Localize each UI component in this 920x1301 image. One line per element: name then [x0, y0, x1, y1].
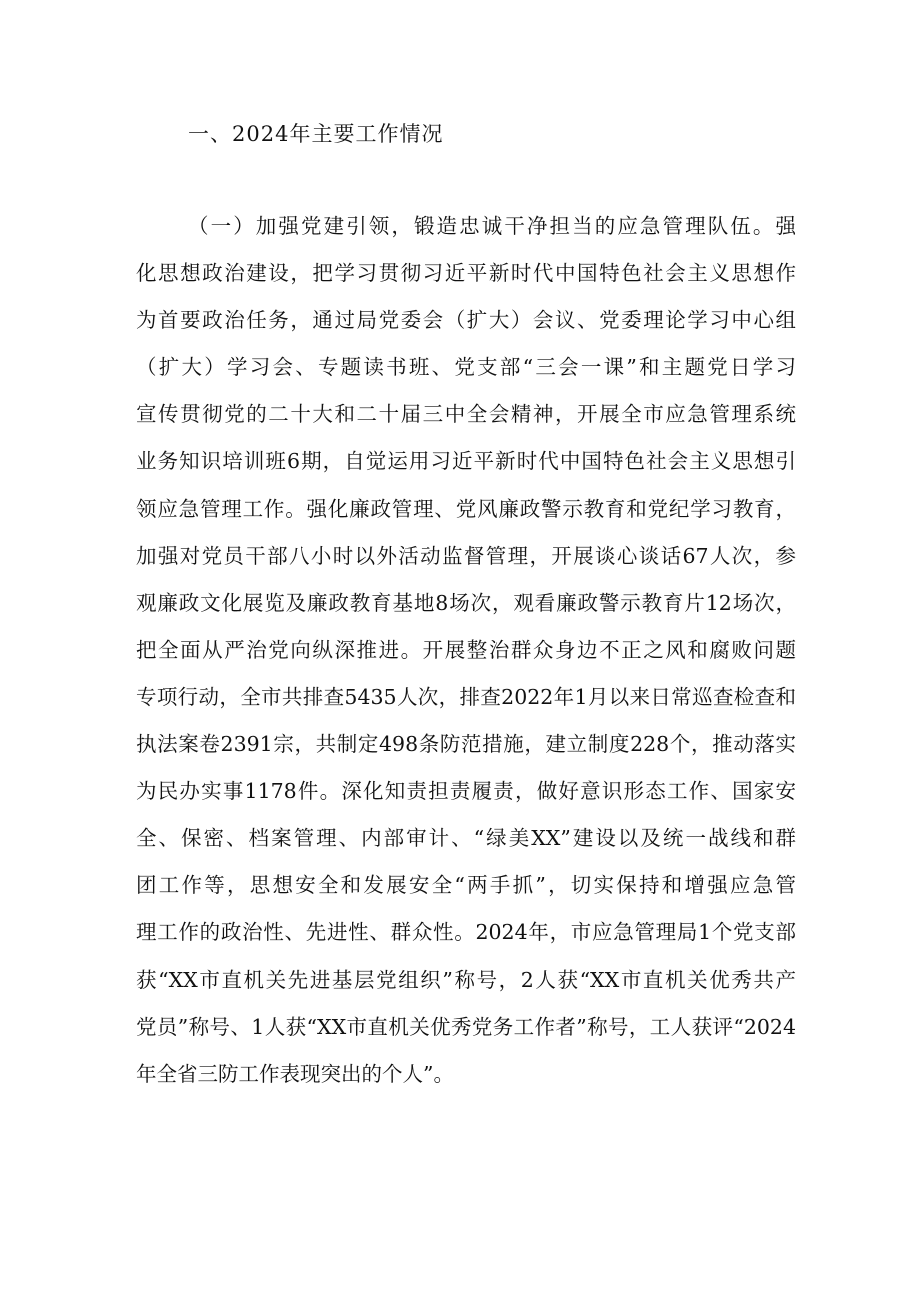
paragraph-line: 年全省三防工作表现突出的个人”。	[136, 1061, 454, 1086]
paragraph-line: 为首要政治任务，通过局党委会（扩大）会议、党委理论学习中心组	[136, 308, 796, 333]
paragraph-line: 全、保密、档案管理、内部审计、“绿美XX”建设以及统一战线和群	[136, 826, 796, 851]
paragraph-line: （一）加强党建引领，锻造忠诚干净担当的应急管理队伍。强	[188, 214, 796, 238]
paragraph-line: 执法案卷2391宗，共制定498条防范措施，建立制度228个，推动落实	[136, 732, 796, 757]
paragraph-line: 化思想政治建设，把学习贯彻习近平新时代中国特色社会主义思想作	[136, 261, 796, 286]
paragraph-line: 领应急管理工作。强化廉政管理、党风廉政警示教育和党纪学习教育，	[136, 496, 796, 521]
paragraph-line: （扩大）学习会、专题读书班、党支部“三会一课”和主题党日学习	[136, 355, 796, 380]
section-heading: 一、2024年主要工作情况	[188, 122, 444, 146]
paragraph-line: 业务知识培训班6期，自觉运用习近平新时代中国特色社会主义思想引	[136, 449, 796, 474]
paragraph-line: 团工作等，思想安全和发展安全“两手抓”，切实保持和增强应急管	[136, 873, 796, 898]
paragraph-line: 获“XX市直机关先进基层党组织”称号，2人获“XX市直机关优秀共产	[136, 967, 796, 992]
paragraph-line: 观廉政文化展览及廉政教育基地8场次，观看廉政警示教育片12场次，	[136, 590, 796, 615]
paragraph-line: 理工作的政治性、先进性、群众性。2024年，市应急管理局1个党支部	[136, 920, 796, 945]
paragraph-line: 专项行动，全市共排查5435人次，排查2022年1月以来日常巡查检查和	[136, 684, 796, 709]
paragraph-line: 宣传贯彻党的二十大和二十届三中全会精神，开展全市应急管理系统	[136, 402, 796, 427]
paragraph-line: 为民办实事1178件。深化知责担责履责，做好意识形态工作、国家安	[136, 779, 796, 804]
body-paragraph	[136, 203, 796, 1098]
paragraph-line: 把全面从严治党向纵深推进。开展整治群众身边不正之风和腐败问题	[136, 637, 796, 662]
paragraph-line: 党员”称号、1人获“XX市直机关优秀党务工作者”称号，工人获评“2024	[136, 1014, 796, 1039]
paragraph-line: 加强对党员干部八小时以外活动监督管理，开展谈心谈话67人次，参	[136, 543, 796, 568]
